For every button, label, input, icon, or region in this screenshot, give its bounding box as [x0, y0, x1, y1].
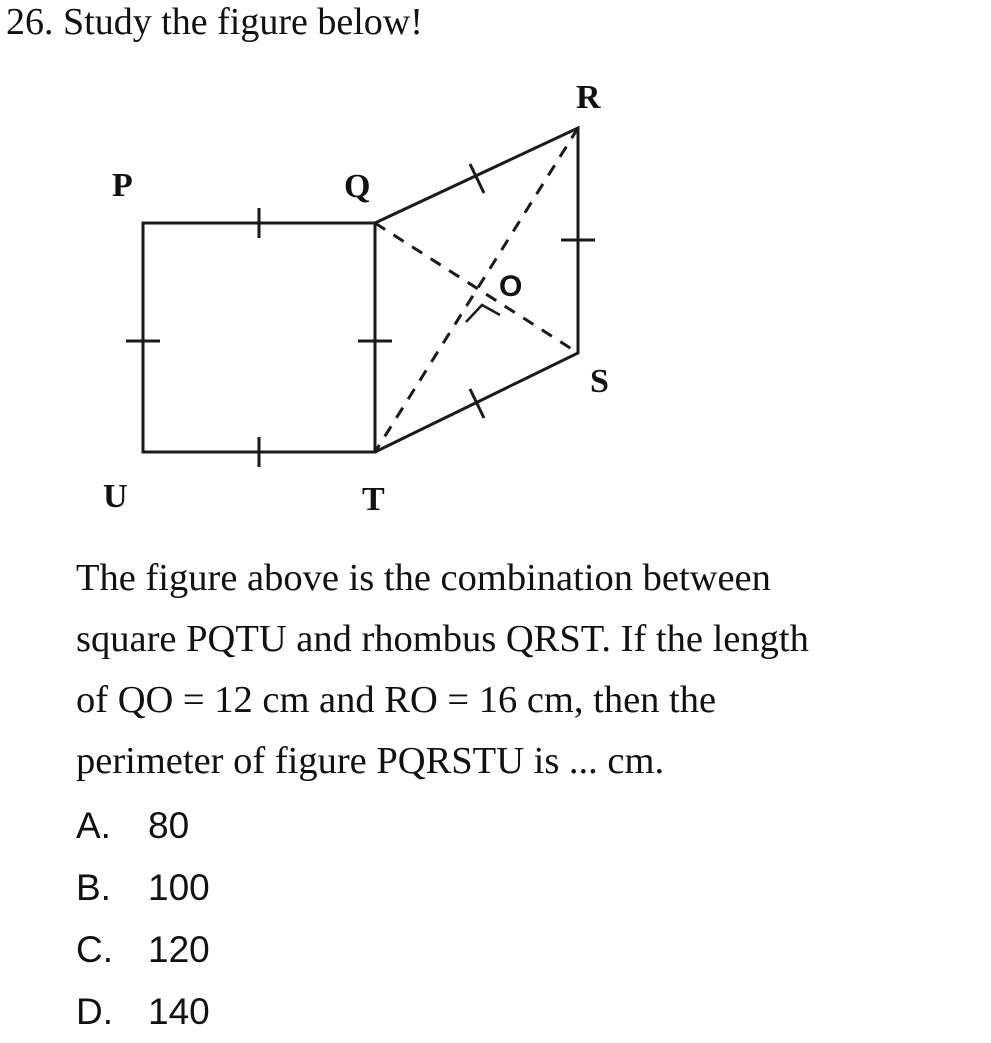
question-instruction: Study the figure below!: [63, 1, 423, 43]
label-q: Q: [344, 168, 371, 205]
figure-svg: [0, 60, 700, 530]
question-text: [76, 548, 976, 792]
label-o: O: [499, 270, 523, 303]
answer-options: [76, 795, 476, 1043]
option-c[interactable]: [76, 919, 476, 981]
right-angle-marker: [466, 305, 500, 322]
label-s: S: [590, 363, 609, 400]
square-pqtu: [143, 223, 375, 452]
label-r: R: [576, 79, 601, 116]
option-c-letter: C.: [76, 929, 113, 970]
option-b-value: 100: [148, 867, 210, 908]
option-d[interactable]: [76, 981, 476, 1043]
question-line-1: The figure above is the combination between: [76, 557, 771, 599]
option-d-letter: D.: [76, 991, 113, 1032]
option-b[interactable]: [76, 857, 476, 919]
option-c-value: 120: [148, 929, 210, 970]
geometry-figure: [0, 60, 700, 530]
question-line-2: square PQTU and rhombus QRST. If the length: [76, 618, 809, 660]
label-u: U: [103, 478, 128, 515]
option-d-value: 140: [148, 991, 210, 1032]
option-a-letter: A.: [76, 805, 111, 846]
label-p: P: [112, 167, 133, 204]
question-heading: [6, 0, 423, 44]
option-a-value: 80: [148, 805, 190, 846]
question-number: 26.: [6, 1, 54, 43]
option-a[interactable]: [76, 795, 476, 857]
option-b-letter: B.: [76, 867, 111, 908]
label-t: T: [362, 481, 385, 518]
question-line-3: of QO = 12 cm and RO = 16 cm, then the: [76, 679, 717, 721]
diagonal-qs: [375, 223, 578, 353]
question-line-4: perimeter of figure PQRSTU is ... cm.: [76, 740, 665, 782]
